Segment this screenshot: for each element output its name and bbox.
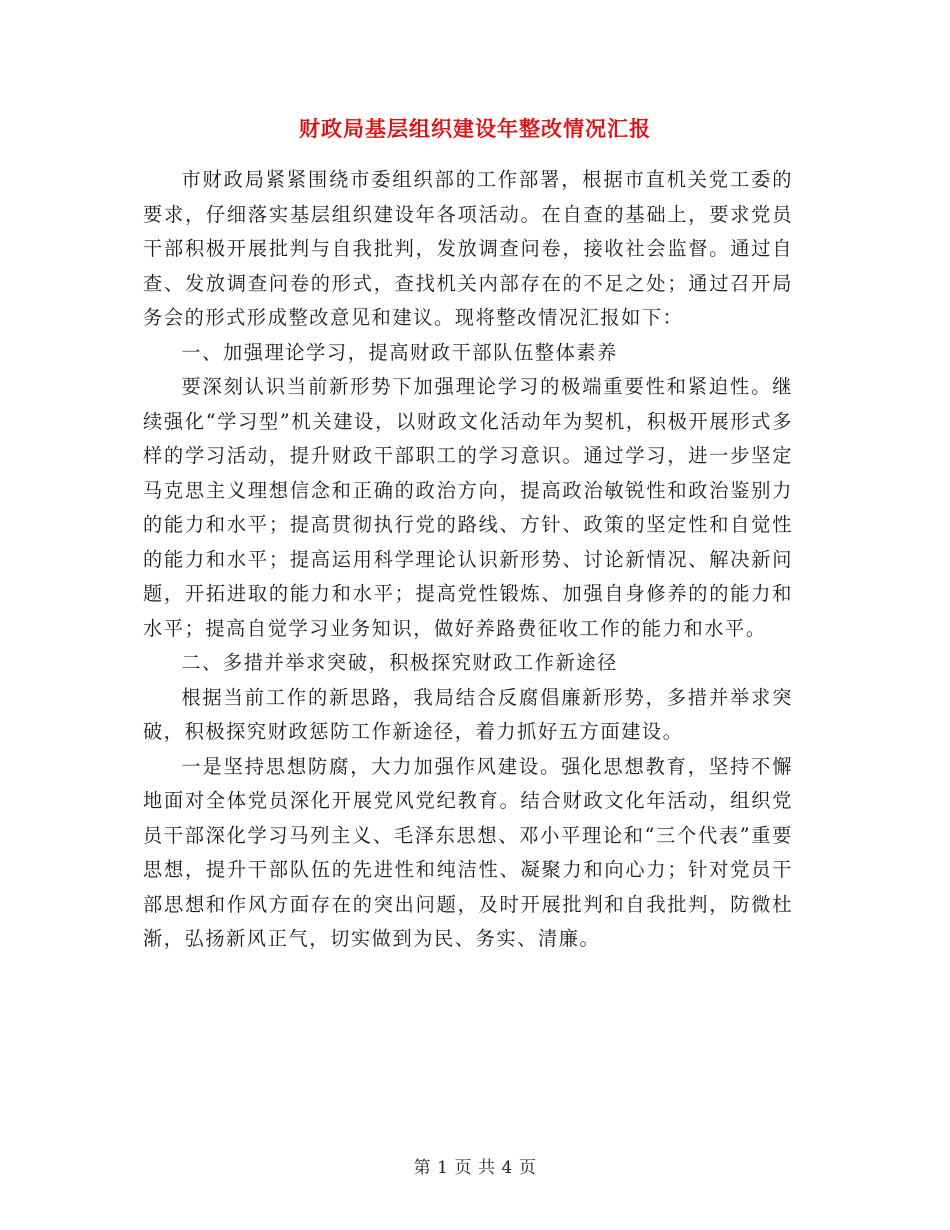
section-heading-2: 二、多措并举求突破，积极探究财政工作新途径 [181,651,618,674]
footer-total-pages: 4 [501,1158,513,1178]
footer-page-unit: 页 [454,1158,472,1178]
footer-total-prefix: 共 [478,1158,496,1178]
footer-total-unit: 页 [518,1158,537,1178]
section-heading-1: 一、加强理论学习，提高财政干部队伍整体素养 [181,340,618,364]
intro-paragraph: 市财政局紧紧围绕市委组织部的工作部署，根据市直机关党工委的要求，仔细落实基层组织建设年各项活动。在自查的基础上，要求党员干部积极开展批判与自我批判，发放调查问卷，接收社会监督。通过自查、发放调查问卷的形式，查找机关内部存在的不足之处；通过召开局务会的形式形成整改意见和建议。现将整改情况汇报如下： [143,168,793,329]
document-body [143,163,793,957]
section-2-item-1-paragraph: 一是坚持思想防腐，大力加强作风建设。强化思想教育，坚持不懈地面对全体党员深化开展党风党纪教育。结合财政文化年活动，组织党员干部深化学习马列主义、毛泽东思想、邓小平理论和“三个代表”重要思想，提升干部队伍的先进性和纯洁性、凝聚力和向心力；针对党员干部思想和作风方面存在的突出问题，及时开展批判和自我批判，防微杜渐，弘扬新风正气，切实做到为民、务实、清廉。 [143,754,793,950]
footer-prefix: 第 [413,1158,432,1178]
document-title: 财政局基层组织建设年整改情况汇报 [299,116,651,141]
section-1-paragraph: 要深刻认识当前新形势下加强理论学习的极端重要性和紧迫性。继续强化“学习型”机关建设，以财政文化活动年为契机，积极开展形式多样的学习活动，提升财政干部职工的学习意识。通过学习，进一步坚定马克思主义理想信念和正确的政治方向，提高政治敏锐性和政治鉴别力的能力和水平；提高贯彻执行党的路线、方针、政策的坚定性和自觉性的能力和水平；提高运用科学理论认识新形势、讨论新情况、解决新问题，开拓进取的能力和水平；提高党性锻炼、加强自身修养的的能力和水平；提高自觉学习业务知识，做好养路费征收工作的能力和水平。 [143,375,793,640]
footer-page-number: 1 [437,1158,449,1178]
page-footer [0,1153,950,1178]
section-2-paragraph: 根据当前工作的新思路，我局结合反腐倡廉新形势，多措并举求突破，积极探究财政惩防工作新途径，着力抓好五方面建设。 [143,685,793,743]
